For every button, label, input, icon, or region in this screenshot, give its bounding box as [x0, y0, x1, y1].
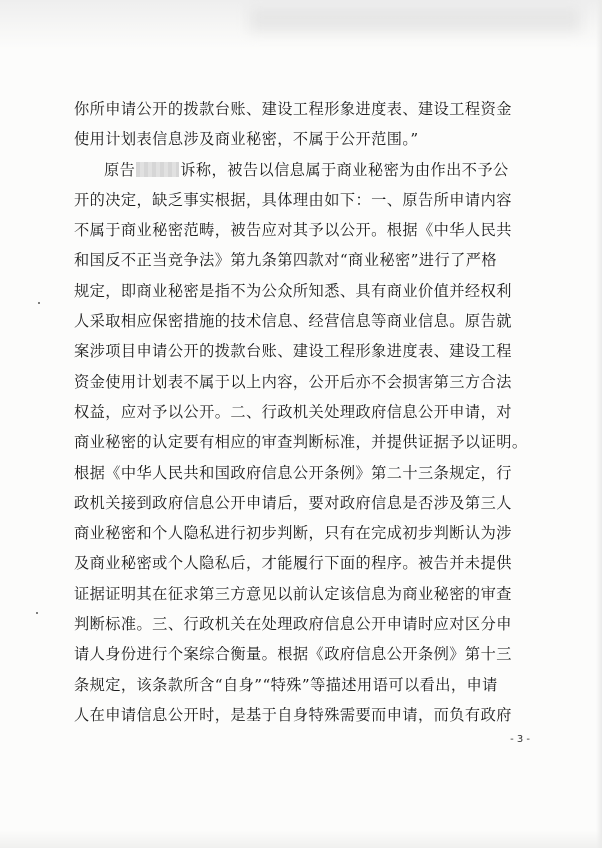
text-line: 根据《中华人民共和国政府信息公开条例》第二十三条规定，行 — [74, 463, 512, 482]
scan-speck — [36, 612, 38, 614]
text-line: 和国反不正当竞争法》第九条第四款对“商业秘密”进行了严格 — [74, 251, 498, 270]
text-fragment: 诉称，被告以信息属于商业秘密为由作出不予公 — [180, 160, 509, 179]
page-number: - 3 - — [510, 734, 530, 745]
document-body — [74, 94, 530, 730]
text-fragment: 原告 — [104, 160, 136, 179]
scan-speck — [38, 302, 40, 304]
text-line: 开的决定，缺乏事实根据，具体理由如下：一、原告所申请内容 — [74, 190, 512, 209]
text-line: 人在申请信息公开时，是基于自身特殊需要而申请，而负有政府 — [74, 705, 512, 724]
text-line: 请人身份进行个案综合衡量。根据《政府信息公开条例》第十三 — [74, 645, 512, 664]
redacted-name — [136, 162, 179, 177]
text-line: 证据证明其在征求第三方意见以前认定该信息为商业秘密的审查 — [74, 584, 512, 603]
scan-shadow-bottom — [0, 830, 602, 848]
text-line: 使用计划表信息涉及商业秘密，不属于公开范围。” — [74, 130, 419, 149]
text-line: 条规定，该条款所含“自身”“特殊”等描述用语可以看出，申请 — [74, 675, 498, 694]
text-line-with-redaction — [74, 155, 530, 185]
text-line: 不属于商业秘密范畴，被告应对其予以公开。根据《中华人民共 — [74, 221, 512, 240]
scan-shadow-right — [596, 0, 602, 848]
text-line: 及商业秘密或个人隐私后，才能履行下面的程序。被告并未提供 — [74, 554, 512, 573]
text-line: 你所申请公开的拨款台账、建设工程形象进度表、建设工程资金 — [74, 100, 512, 118]
scan-bleed-through — [250, 8, 580, 32]
text-line: 政机关接到政府信息公开申请后，要对政府信息是否涉及第三人 — [74, 493, 512, 512]
text-line: 资金使用计划表不属于以上内容，公开后亦不会损害第三方合法 — [74, 372, 512, 391]
text-line: 权益，应对予以公开。二、行政机关处理政府信息公开申请，对 — [74, 402, 512, 421]
text-line: 案涉项目申请公开的拨款台账、建设工程形象进度表、建设工程 — [74, 342, 512, 361]
text-line: 规定，即商业秘密是指不为公众所知悉、具有商业价值并经权利 — [74, 281, 512, 300]
text-line: 判断标准。三、行政机关在处理政府信息公开申请时应对区分申 — [74, 615, 512, 634]
text-line: 人采取相应保密措施的技术信息、经营信息等商业信息。原告就 — [74, 312, 512, 331]
text-line: 商业秘密和个人隐私进行初步判断，只有在完成初步判断认为涉 — [74, 524, 512, 543]
text-line: 商业秘密的认定要有相应的审查判断标准，并提供证据予以证明。 — [74, 433, 528, 452]
